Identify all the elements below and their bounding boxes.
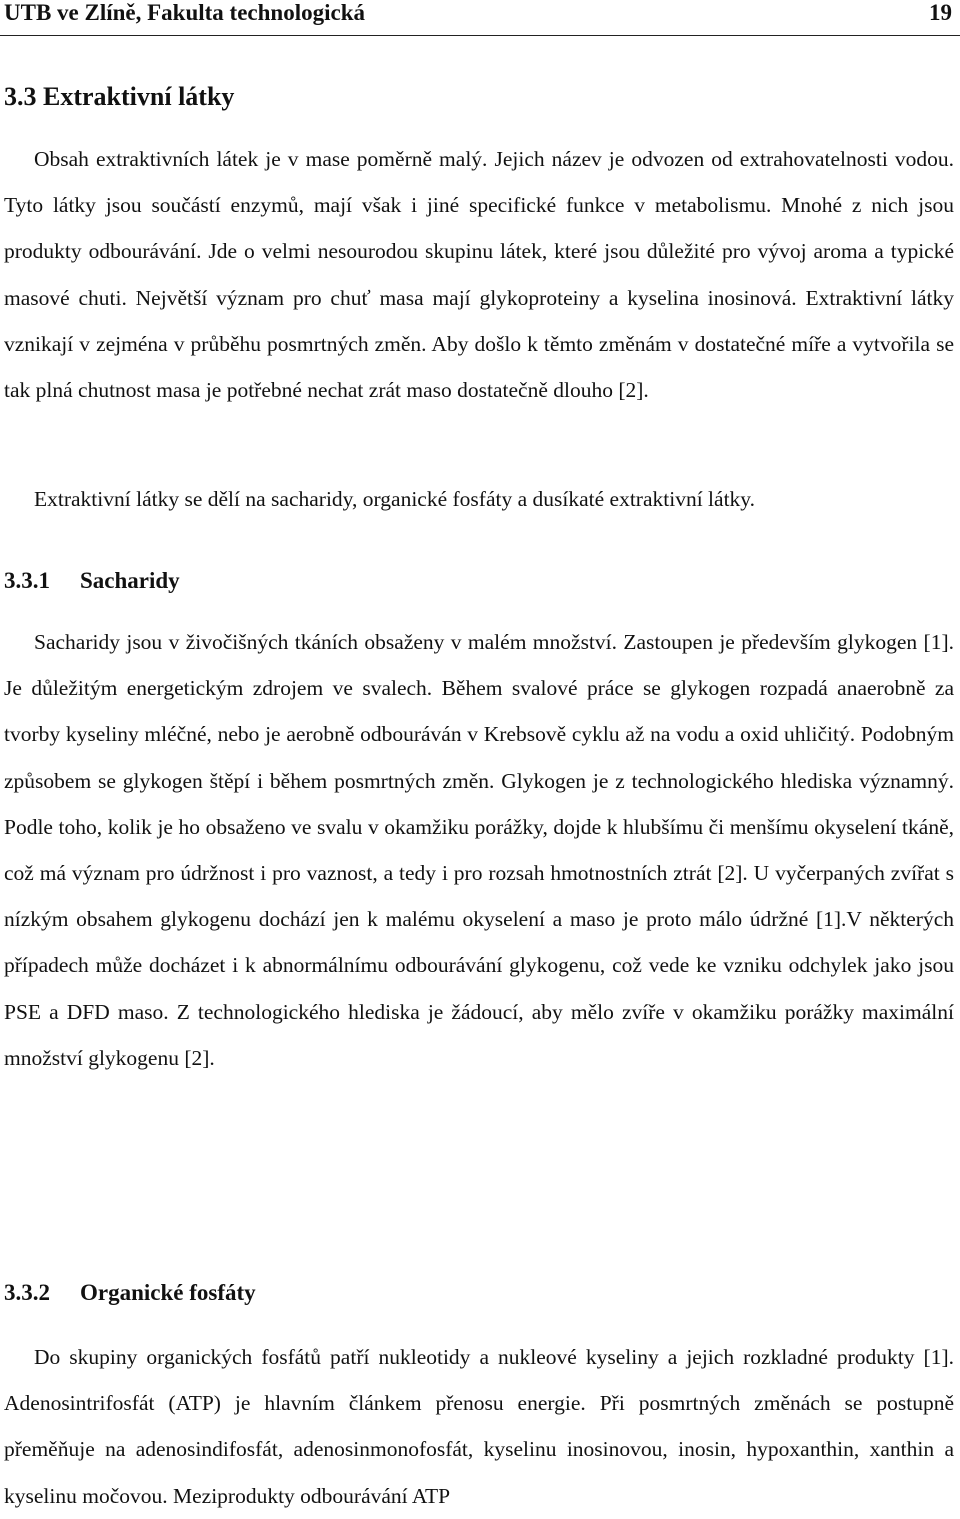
section-paragraph-1: Obsah extraktivních látek je v mase poměrně malý. Jejich název je odvozen od extrahovatelnosti vodou. Tyto látky jsou součástí enzymů, mají však i jiné specifické funkce v metabolismu. Mnohé z nich jsou produkty odbourávání. Jde o velmi nesourodou skupinu látek, které jsou důležité pro vývoj aroma a typické masové chuti. Největší význam pro chuť masa mají glykoproteiny a kyselina inosinová. Extraktivní látky vznikají v zejména v průběhu posmrtných změn. Aby došlo k těmto změnám v dostatečné míře a vytvořila se tak plná chutnost masa je potřebné nechat zrát maso dostatečně dlouho [2]. [4, 147, 954, 403]
section-heading: 3.3 Extraktivní látky [4, 82, 235, 111]
subsection-number: 3.3.2 [4, 1280, 50, 1305]
subsection-title: Sacharidy [80, 568, 180, 593]
organicke-fosfaty-paragraph: Do skupiny organických fosfátů patří nukleotidy a nukleové kyseliny a jejich rozkladné produkty [1]. Adenosintrifosfát (ATP) je hlavním článkem přenosu energie. Při posmrtných změnách se postupně přeměňuje na adenosindifosfát, adenosinmonofosfát, kyselinu inosinovou, inosin, hypoxanthin, xanthin a kyselinu močovou. Meziprodukty odbourávání ATP [4, 1345, 954, 1508]
section-paragraph-2: Extraktivní látky se dělí na sacharidy, organické fosfáty a dusíkaté extraktivní látky. [34, 487, 756, 511]
subsection-number: 3.3.1 [4, 568, 50, 593]
subsection-heading-organicke-fosfaty [4, 1280, 256, 1306]
subsection-heading-sacharidy [4, 568, 180, 594]
subsection-title: Organické fosfáty [80, 1280, 256, 1305]
header-institution: UTB ve Zlíně, Fakulta technologická [4, 0, 365, 25]
sacharidy-paragraph: Sacharidy jsou v živočišných tkáních obsaženy v malém množství. Zastoupen je především glykogen [1]. Je důležitým energetickým zdrojem ve svalech. Během svalové práce se glykogen rozpadá anaerobně za tvorby kyseliny mléčné, nebo je aerobně odbouráván v Krebsově cyklu až na vodu a oxid uhličitý. Podobným způsobem se glykogen štěpí i během posmrtných změn. Glykogen je z technologického hlediska významný. Podle toho, kolik je ho obsaženo ve svalu v okamžiku porážky, dojde k hlubšímu či menšímu okyselení tkáně, což má význam pro údržnost i pro vaznost, a tedy i pro rozsah hmotnostních ztrát [2]. U vyčerpaných zvířat s nízkým obsahem glykogenu dochází jen k malému okyselení a maso je proto málo údržné [1].V některých případech může docházet i k abnormálnímu odbourávání glykogenu, což vede ke vzniku odchylek jako jsou PSE a DFD maso. Z technologického hlediska je žádoucí, aby mělo zvíře v okamžiku porážky maximální množství glykogenu [2]. [4, 630, 954, 1070]
header-page-number: 19 [929, 0, 952, 25]
page-header [0, 0, 960, 36]
